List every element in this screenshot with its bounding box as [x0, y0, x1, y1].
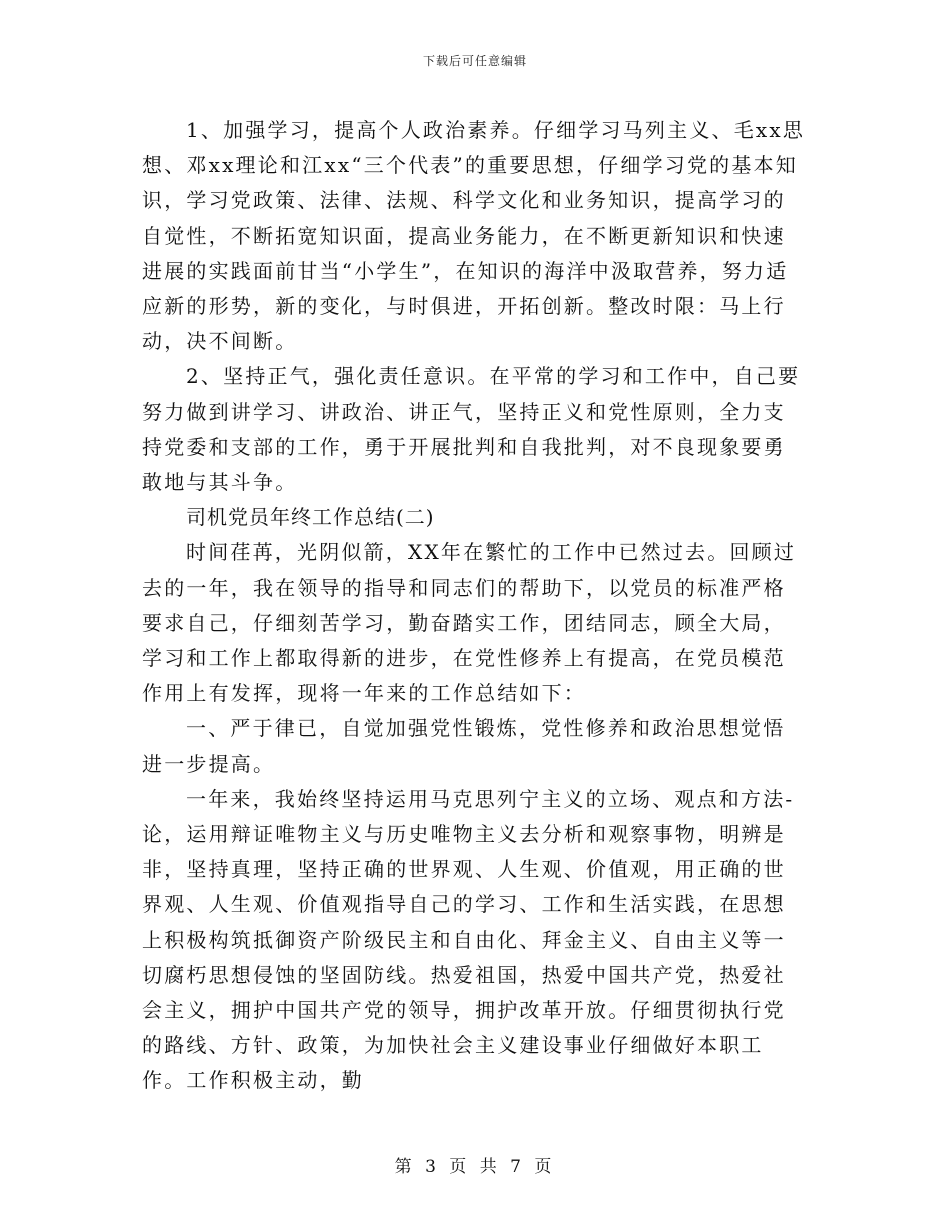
- paragraph: 1、加强学习，提高个人政治素养。仔细学习马列主义、毛xx思想、邓xx理论和江xx“三个代表”的重要思想，仔细学习党的基本知识，学习党政策、法律、法规、科学文化和业务知识，提高学习的自觉性，不断拓宽知识面，提高业务能力，在不断更新知识和快速进展的实践面前甘当“小学生”，在知识的海洋中汲取营养，努力适应新的形势，新的变化，与时俱进，开拓创新。整改时限：马上行动，决不间断。: [142, 118, 806, 354]
- page-number-footer: 第 3 页 共 7 页: [394, 1157, 556, 1177]
- document-body: [142, 113, 807, 1099]
- paragraph: 时间荏苒，光阴似箭，XX年在繁忙的工作中已然过去。回顾过去的一年，我在领导的指导和同志们的帮助下，以党员的标准严格要求自己，仔细刻苦学习，勤奋踏实工作，团结同志，顾全大局，学习和工作上都取得新的进步，在党性修养上有提高，在党员模范作用上有发挥，现将一年来的工作总结如下：: [142, 540, 797, 706]
- section-title: 司机党员年终工作总结(二): [186, 505, 435, 530]
- header-note: 下载后可任意编辑: [422, 54, 527, 68]
- paragraph: 一年来，我始终坚持运用马克思列宁主义的立场、观点和方法-论，运用辩证唯物主义与历史唯物主义去分析和观察事物，明辨是非，坚持真理，坚持正确的世界观、人生观、价值观，用正确的世界观、人生观、价值观指导自己的学习、工作和生活实践，在思想上积极构筑抵御资产阶级民主和自由化、拜金主义、自由主义等一切腐朽思想侵蚀的坚固防线。热爱祖国，热爱中国共产党，热爱社会主义，拥护中国共产党的领导，拥护改革开放。仔细贯彻执行党的路线、方针、政策，为加快社会主义建设事业仔细做好本职工作。工作积极主动，勤: [142, 786, 795, 1093]
- paragraph: 2、坚持正气，强化责任意识。在平常的学习和工作中，自己要努力做到讲学习、讲政治、讲正气，坚持正义和党性原则，全力支持党委和支部的工作，勇于开展批判和自我批判，对不良现象要勇敢地与其斗争。: [142, 364, 801, 495]
- paragraph: 一、严于律已，自觉加强党性锻炼，党性修养和政治思想觉悟进一步提高。: [142, 716, 786, 776]
